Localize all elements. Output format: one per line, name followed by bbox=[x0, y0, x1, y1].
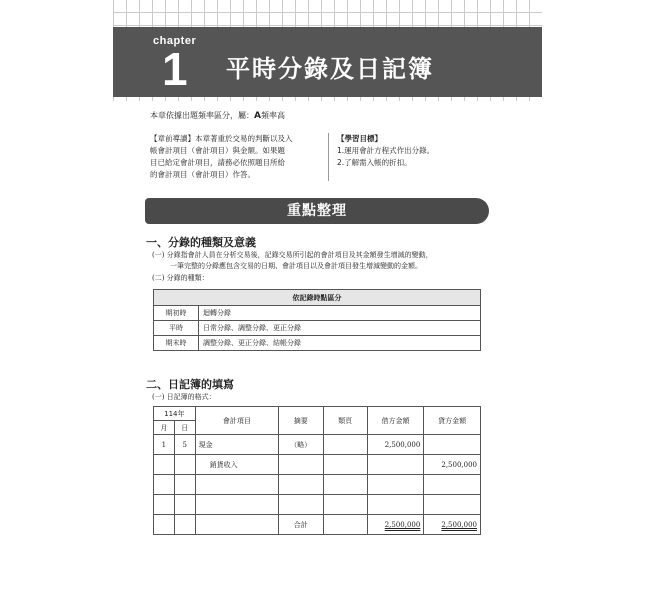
col-credit: 貸方金額 bbox=[424, 407, 481, 435]
table-row bbox=[154, 435, 481, 455]
table-cell bbox=[279, 455, 324, 475]
col-day: 日 bbox=[174, 421, 195, 435]
part1-para: (一) 分錄指會計人員在分析交易後，記錄交易所引起的會計項目及其金額發生增減的變動， bbox=[152, 251, 433, 259]
table-cell: 迴轉分錄 bbox=[199, 306, 481, 321]
table-cell: 期初時 bbox=[154, 306, 199, 321]
frequency-grade: A bbox=[254, 111, 261, 121]
total-label: 合計 bbox=[279, 515, 324, 535]
part1-para: 一筆完整的分錄應包含交易的日期、會計項目以及會計項目發生增減變動的金額。 bbox=[170, 262, 422, 270]
table-cell: 調整分錄、更正分錄、結帳分錄 bbox=[199, 336, 481, 351]
table-cell bbox=[424, 435, 481, 455]
table-header: 依記錄時點區分 bbox=[154, 290, 481, 306]
table-cell: 1 bbox=[154, 435, 175, 455]
total-debit: 2,500,000 bbox=[384, 520, 421, 529]
table-row bbox=[154, 336, 481, 351]
guide-line: 目已給定會計項目，請務必依照題目所給 bbox=[150, 158, 285, 167]
guide-line: 的會計項目（會計項目）作答。 bbox=[150, 170, 255, 179]
guide-line: 帳會計項目（會計項目）與金額。如果題 bbox=[150, 146, 285, 155]
col-month: 月 bbox=[154, 421, 175, 435]
section-title: 重點整理 bbox=[145, 198, 489, 224]
chapter-title: 平時分錄及日記簿 bbox=[226, 55, 434, 83]
table-row bbox=[154, 306, 481, 321]
chapter-banner bbox=[113, 27, 542, 97]
journal-table bbox=[153, 406, 481, 535]
table-cell bbox=[154, 455, 175, 475]
col-debit: 借方金額 bbox=[367, 407, 424, 435]
part2-para: (一) 日記簿的格式： bbox=[152, 393, 216, 401]
frequency-suffix: 頻率高 bbox=[260, 111, 285, 120]
col-account: 會計項目 bbox=[195, 407, 278, 435]
table-cell: 5 bbox=[174, 435, 195, 455]
table-cell: 2,500,000 bbox=[367, 435, 424, 455]
frequency-note bbox=[150, 110, 285, 121]
frequency-prefix: 本章依據出題頻率區分，屬： bbox=[150, 111, 254, 120]
divider bbox=[328, 133, 329, 181]
total-credit: 2,500,000 bbox=[441, 520, 477, 529]
table-row bbox=[154, 475, 481, 495]
journal-year: 114年 bbox=[154, 407, 196, 421]
col-summary: 摘要 bbox=[279, 407, 324, 435]
part1-para: (二) 分錄的種類： bbox=[152, 274, 209, 282]
chapter-guide bbox=[150, 133, 310, 181]
table-cell: 2,500,000 bbox=[424, 455, 481, 475]
table-cell bbox=[174, 455, 195, 475]
part1-heading: 一、分錄的種類及意義 bbox=[146, 236, 256, 249]
goals-title: 【學習目標】 bbox=[337, 134, 382, 143]
table-cell: 期末時 bbox=[154, 336, 199, 351]
col-page: 類頁 bbox=[323, 407, 367, 435]
chapter-word: chapter bbox=[153, 35, 197, 47]
table-row bbox=[154, 515, 481, 535]
table-cell bbox=[367, 455, 424, 475]
table-cell: 日常分錄、調整分錄、更正分錄 bbox=[199, 321, 481, 336]
entry-types-table bbox=[153, 289, 481, 351]
table-cell: 平時 bbox=[154, 321, 199, 336]
table-cell: （略） bbox=[279, 435, 324, 455]
goal-item: 1.運用會計方程式作出分錄。 bbox=[337, 146, 435, 155]
chapter-number: 1 bbox=[162, 43, 188, 95]
part2-heading: 二、日記簿的填寫 bbox=[146, 378, 234, 391]
table-cell bbox=[323, 455, 367, 475]
guide-line: 【章前導讀】本章著重於交易的判斷以及入 bbox=[150, 134, 293, 143]
table-cell: 現金 bbox=[195, 435, 278, 455]
learning-goals bbox=[337, 133, 487, 169]
table-row bbox=[154, 495, 481, 515]
table-cell: 銷貨收入 bbox=[195, 455, 278, 475]
table-row bbox=[154, 321, 481, 336]
goal-item: 2.了解需入帳的折扣。 bbox=[337, 158, 412, 167]
table-cell bbox=[323, 435, 367, 455]
table-row bbox=[154, 455, 481, 475]
